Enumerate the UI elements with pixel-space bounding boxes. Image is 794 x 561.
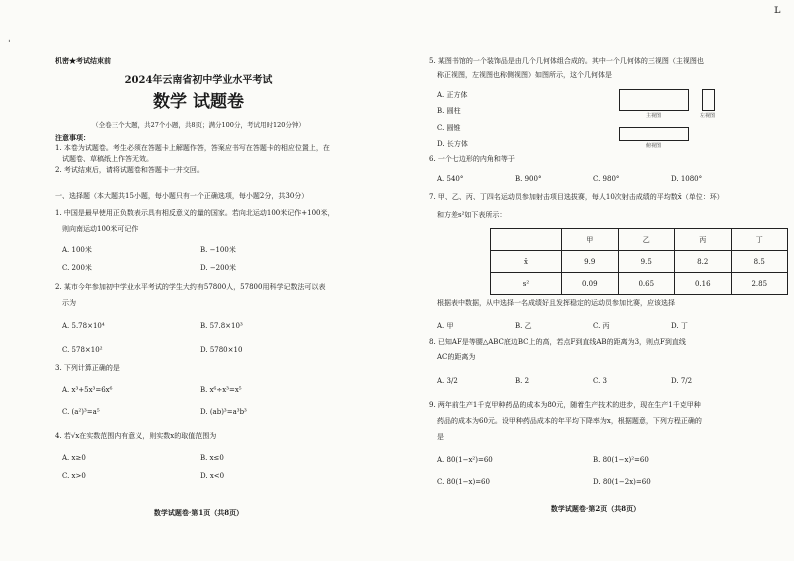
q7-option-b: B. 乙 xyxy=(515,322,532,330)
table-cell: x̄ xyxy=(491,251,562,273)
question-9-text: 是 xyxy=(437,433,444,441)
question-7-text: 和方差s²如下表所示： xyxy=(437,211,507,219)
q4-option-b: B. x≤0 xyxy=(200,454,224,462)
left-view-figure xyxy=(702,89,715,111)
table-cell: 8.2 xyxy=(675,251,732,273)
table-cell: 丙 xyxy=(675,229,732,251)
table-cell: 0.16 xyxy=(675,273,732,295)
q1-option-d: D. −200米 xyxy=(200,264,237,272)
q5-option-c: C. 圆锥 xyxy=(437,124,461,132)
question-7-prompt: 根据表中数据，从中选择一名成绩好且发挥稳定的运动员参加比赛，应该选择 xyxy=(437,299,675,307)
table-cell: 0.09 xyxy=(562,273,619,295)
question-1-text: 则向南运动100米可记作 xyxy=(62,225,139,233)
q7-option-d: D. 丁 xyxy=(671,322,688,330)
note-line: 1. 本卷为试题卷。考生必须在答题卡上解题作答，答案应书写在答题卡的相应位置上，在 xyxy=(55,144,330,152)
table-cell: 0.65 xyxy=(618,273,675,295)
note-line: 2. 考试结束后，请将试题卷和答题卡一并交回。 xyxy=(55,166,204,174)
q2-option-b: B. 57.8×10³ xyxy=(200,322,243,330)
q3-option-c: C. (a²)³=a⁵ xyxy=(62,408,100,416)
table-cell: 2.85 xyxy=(731,273,788,295)
score-table xyxy=(490,228,788,295)
question-5-text: 称正视图，左视图也称侧视图）如图所示，这个几何体是 xyxy=(437,71,612,79)
table-cell: 丁 xyxy=(731,229,788,251)
question-7-text: 7. 甲、乙、丙、丁四名运动员参加射击项目选拔赛，每人10次射击成绩的平均数x̄（单位：环） xyxy=(429,193,724,201)
table-row xyxy=(491,251,788,273)
page-2-footer: 数学试题卷·第2页（共8页） xyxy=(550,504,641,513)
q8-option-a: A. 3/2 xyxy=(437,377,458,385)
top-view-label: 俯视图 xyxy=(646,143,662,149)
q1-option-c: C. 200米 xyxy=(62,264,92,272)
q4-option-a: A. x≥0 xyxy=(62,454,86,462)
q7-option-c: C. 丙 xyxy=(593,322,610,330)
q3-option-d: D. (ab)³=a³b³ xyxy=(200,408,247,416)
q6-option-c: C. 980° xyxy=(593,175,620,183)
scan-mark: ˈ xyxy=(8,40,11,50)
subject-title: 数学 试题卷 xyxy=(153,92,244,112)
left-view-label: 左视图 xyxy=(700,113,716,119)
q2-option-a: A. 5.78×10⁴ xyxy=(62,322,105,330)
page-1-footer: 数学试题卷·第1页（共8页） xyxy=(153,508,244,517)
question-2-text: 2. 某市今年参加初中学业水平考试的学生大约有57800人，57800用科学记数法可以表 xyxy=(55,283,326,291)
notes-header: 注意事项： xyxy=(55,133,90,142)
table-cell: s² xyxy=(491,273,562,295)
q8-option-b: B. 2 xyxy=(515,377,530,385)
section-heading: 一、选择题（本大题共15小题，每小题只有一个正确选项，每小题2分，共30分） xyxy=(55,192,309,200)
q6-option-d: D. 1080° xyxy=(671,175,703,183)
question-6-text: 6. 一个七边形的内角和等于 xyxy=(429,155,515,163)
q5-option-a: A. 正方体 xyxy=(437,91,468,99)
front-view-label: 主视图 xyxy=(646,113,662,119)
page-2 xyxy=(397,0,794,561)
q8-option-c: C. 3 xyxy=(593,377,608,385)
table-header-row xyxy=(491,229,788,251)
front-view-figure xyxy=(619,89,689,111)
table-cell: 8.5 xyxy=(731,251,788,273)
question-8-text: 8. 已知AF是等腰△ABC底边BC上的高，若点F到直线AB的距离为3，则点F到直线 xyxy=(429,338,686,346)
q2-option-d: D. 5780×10 xyxy=(200,346,243,354)
top-view-figure xyxy=(619,127,689,141)
q5-option-d: D. 长方体 xyxy=(437,140,468,148)
table-row xyxy=(491,273,788,295)
q4-option-d: D. x<0 xyxy=(200,472,225,480)
table-cell xyxy=(491,229,562,251)
exam-title: 2024年云南省初中学业水平考试 xyxy=(124,75,273,86)
secret-label: 机密★考试结束前 xyxy=(55,56,111,65)
q3-option-a: A. x³+5x³=6x⁶ xyxy=(62,386,113,394)
q1-option-a: A. 100米 xyxy=(62,246,92,254)
q9-option-a: A. 80(1−x²)=60 xyxy=(437,456,493,464)
q9-option-b: B. 80(1−x)²=60 xyxy=(593,456,649,464)
q5-option-b: B. 圆柱 xyxy=(437,107,461,115)
question-5-text: 5. 某图书馆的一个装饰品是由几个几何体组合成的。其中一个几何体的三视图（主视图也 xyxy=(429,57,704,65)
table-cell: 9.5 xyxy=(618,251,675,273)
table-cell: 甲 xyxy=(562,229,619,251)
question-9-text: 9. 两年前生产1千克甲种药品的成本为80元，随着生产技术的进步，现在生产1千克甲种 xyxy=(429,401,701,409)
note-line: 试题卷、草稿纸上作答无效。 xyxy=(62,155,153,163)
q9-option-d: D. 80(1−2x)=60 xyxy=(593,478,651,486)
q6-option-b: B. 900° xyxy=(515,175,542,183)
q3-option-b: B. x⁶÷x³=x⁵ xyxy=(200,386,242,394)
q6-option-a: A. 540° xyxy=(437,175,464,183)
question-3-text: 3. 下列计算正确的是 xyxy=(55,364,120,372)
q8-option-d: D. 7/2 xyxy=(671,377,693,385)
question-8-text: AC的距离为 xyxy=(437,353,476,361)
scan-mark: ʟ xyxy=(774,2,781,16)
question-4-text: 4. 若√x在实数范围内有意义，则实数x的取值范围为 xyxy=(55,432,217,440)
q4-option-c: C. x>0 xyxy=(62,472,86,480)
exam-info: （全卷三个大题，共27个小题，共8页；满分100分，考试用时120分钟） xyxy=(92,121,305,129)
table-cell: 乙 xyxy=(618,229,675,251)
question-9-text: 药品的成本为60元。设甲种药品成本的年平均下降率为x，根据题意，下列方程正确的 xyxy=(437,417,702,425)
q9-option-c: C. 80(1−x)=60 xyxy=(437,478,490,486)
q2-option-c: C. 578×10² xyxy=(62,346,103,354)
question-2-text: 示为 xyxy=(62,299,76,307)
table-cell: 9.9 xyxy=(562,251,619,273)
q7-option-a: A. 甲 xyxy=(437,322,454,330)
question-1-text: 1. 中国是最早使用正负数表示具有相反意义的量的国家。若向北运动100米记作+100米， xyxy=(55,209,335,217)
q1-option-b: B. −100米 xyxy=(200,246,236,254)
